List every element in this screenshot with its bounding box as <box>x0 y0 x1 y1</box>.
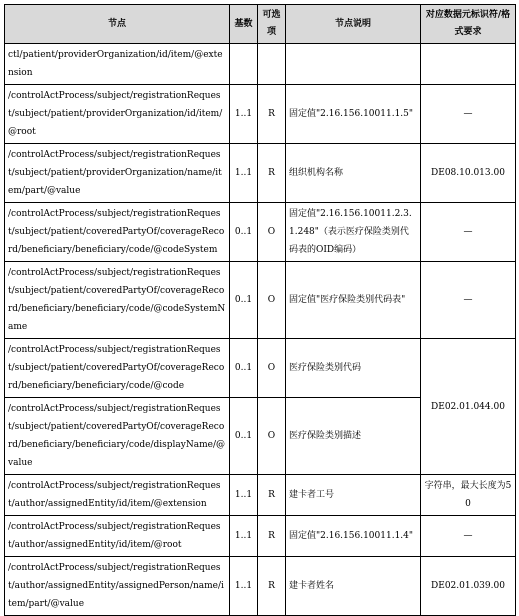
table-row <box>5 339 516 398</box>
description-cell: 组织机构名称 <box>286 144 421 203</box>
optional-cell: R <box>258 85 286 144</box>
data-element-cell: DE02.01.039.00 <box>421 557 516 616</box>
cardinality-cell: 0..1 <box>230 262 258 339</box>
table-row <box>5 144 516 203</box>
optional-cell: O <box>258 262 286 339</box>
optional-cell: R <box>258 557 286 616</box>
cardinality-cell: 1..1 <box>230 516 258 557</box>
description-cell <box>286 44 421 85</box>
header-cardinality: 基数 <box>230 5 258 44</box>
optional-cell: R <box>258 475 286 516</box>
optional-cell: O <box>258 339 286 398</box>
node-path-cell: ctl/patient/providerOrganization/id/item/@extension <box>5 44 230 85</box>
description-cell: 医疗保险类别描述 <box>286 398 421 475</box>
header-node: 节点 <box>5 5 230 44</box>
header-data-element: 对应数据元标识符/格式要求 <box>421 5 516 44</box>
data-element-cell: — <box>421 85 516 144</box>
description-cell: 固定值"2.16.156.10011.1.4" <box>286 516 421 557</box>
table-row <box>5 557 516 616</box>
header-description: 节点说明 <box>286 5 421 44</box>
cardinality-cell: 0..1 <box>230 339 258 398</box>
optional-cell: R <box>258 516 286 557</box>
table-row <box>5 475 516 516</box>
cardinality-cell: 1..1 <box>230 85 258 144</box>
cardinality-cell: 1..1 <box>230 557 258 616</box>
node-path-cell: /controlActProcess/subject/registrationRequest/subject/patient/coveredPartyOf/coverageRecord/beneficiary/beneficiary/code/displayName/@value <box>5 398 230 475</box>
optional-cell: O <box>258 398 286 475</box>
optional-cell <box>258 44 286 85</box>
header-optional: 可选项 <box>258 5 286 44</box>
description-cell: 建卡者姓名 <box>286 557 421 616</box>
table-row <box>5 262 516 339</box>
description-cell: 建卡者工号 <box>286 475 421 516</box>
data-element-cell: 字符串，最大长度为50 <box>421 475 516 516</box>
node-path-cell: /controlActProcess/subject/registrationRequest/subject/patient/providerOrganization/name/item/part/@value <box>5 144 230 203</box>
data-element-cell: DE02.01.044.00 <box>421 339 516 475</box>
description-cell: 固定值"2.16.156.10011.1.5" <box>286 85 421 144</box>
table-row <box>5 516 516 557</box>
optional-cell: O <box>258 203 286 262</box>
cardinality-cell <box>230 44 258 85</box>
cardinality-cell: 1..1 <box>230 475 258 516</box>
node-path-cell: /controlActProcess/subject/registrationRequest/author/assignedEntity/id/item/@extension <box>5 475 230 516</box>
data-element-cell: — <box>421 262 516 339</box>
table-row <box>5 85 516 144</box>
node-path-cell: /controlActProcess/subject/registrationRequest/subject/patient/providerOrganization/id/item/@root <box>5 85 230 144</box>
spec-table <box>4 4 516 616</box>
node-path-cell: /controlActProcess/subject/registrationRequest/subject/patient/coveredPartyOf/coverageRecord/beneficiary/beneficiary/code/@codeSystemName <box>5 262 230 339</box>
node-path-cell: /controlActProcess/subject/registrationRequest/subject/patient/coveredPartyOf/coverageRecord/beneficiary/beneficiary/code/@codeSystem <box>5 203 230 262</box>
description-cell: 固定值"2.16.156.10011.2.3.1.248"（表示医疗保险类别代码表的OID编码） <box>286 203 421 262</box>
node-path-cell: /controlActProcess/subject/registrationRequest/author/assignedEntity/id/item/@root <box>5 516 230 557</box>
description-cell: 医疗保险类别代码 <box>286 339 421 398</box>
data-element-cell <box>421 44 516 85</box>
data-element-cell: — <box>421 203 516 262</box>
node-path-cell: /controlActProcess/subject/registrationRequest/subject/patient/coveredPartyOf/coverageRecord/beneficiary/beneficiary/code/@code <box>5 339 230 398</box>
cardinality-cell: 1..1 <box>230 144 258 203</box>
node-path-cell: /controlActProcess/subject/registrationRequest/author/assignedEntity/assignedPerson/name/item/part/@value <box>5 557 230 616</box>
optional-cell: R <box>258 144 286 203</box>
table-header-row <box>5 5 516 44</box>
cardinality-cell: 0..1 <box>230 203 258 262</box>
data-element-cell: — <box>421 516 516 557</box>
description-cell: 固定值"医疗保险类别代码表" <box>286 262 421 339</box>
table-row <box>5 44 516 85</box>
table-row <box>5 203 516 262</box>
cardinality-cell: 0..1 <box>230 398 258 475</box>
data-element-cell: DE08.10.013.00 <box>421 144 516 203</box>
